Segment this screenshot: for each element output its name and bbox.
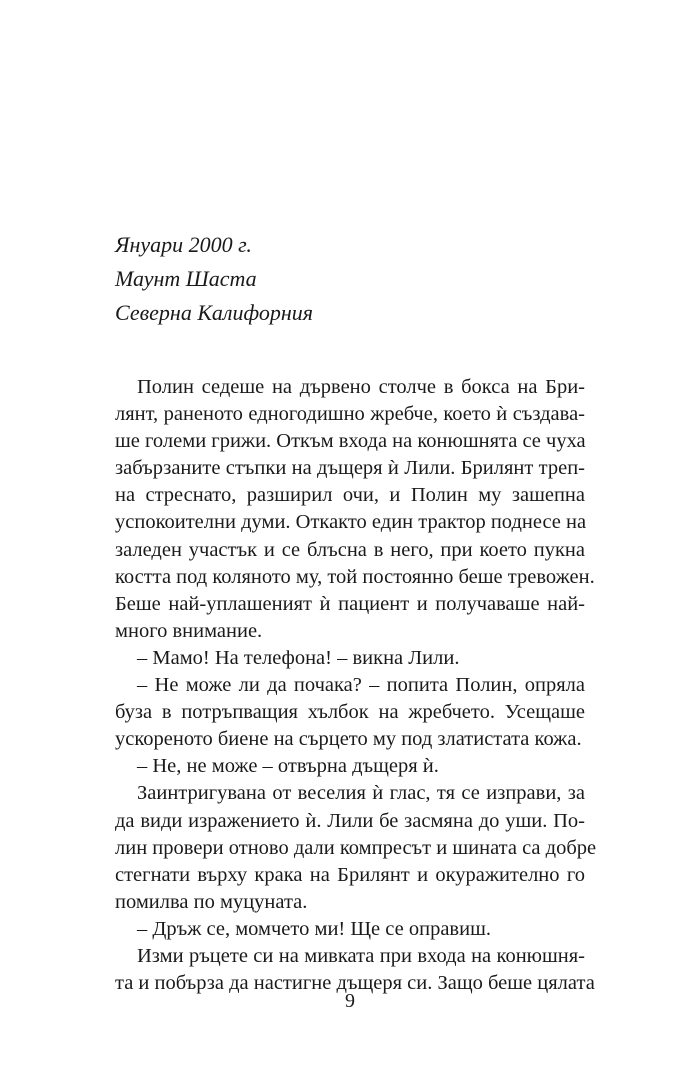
text-line: лянт, раненото едногодишно жребче, което ѝ създава- [115,403,585,426]
text-line: лин провери отново дали компресът и шината са добре [115,836,597,859]
text-line: ускореното биене на сърцето му под златистата кожа. [115,728,582,751]
text-line: много внимание. [115,619,263,642]
header-date: Януари 2000 г. [115,232,252,257]
text-line: да види изражението ѝ. Лили бе засмяна до уши. По- [115,809,585,832]
text-line: – Не може ли да почака? – попита Полин, опряла [137,674,585,697]
text-line: заледен участък и се блъсна в него, при което пукна [115,538,585,561]
text-line: стегнати върху крака на Брилянт и окуражително го [115,863,585,886]
body-text [115,374,597,997]
header-region: Северна Калифорния [115,300,313,325]
text-line: – Дръж се, момчето ми! Ще се оправиш. [137,917,491,940]
text-line: Беше най-уплашеният ѝ пациент и получаваше най- [115,592,585,615]
text-line: – Мамо! На телефона! – викна Лили. [137,646,460,669]
text-line: костта под коляното му, той постоянно беше тревожен. [115,565,595,588]
text-line: Изми ръцете си на мивката при входа на конюшня- [137,944,585,967]
header-place: Маунт Шаста [115,266,257,291]
chapter-header [115,228,595,330]
page-number: 9 [345,990,355,1012]
text-line: Заинтригувана от веселия ѝ глас, тя се изправи, за [137,782,585,805]
text-line: буза в потръпващия хълбок на жребчето. Усещаше [115,701,585,724]
text-line: – Не, не може – отвърна дъщеря ѝ. [137,755,439,778]
text-line: успокоителни думи. Откакто един трактор поднесе на [115,511,587,534]
text-line: ше големи грижи. Откъм входа на конюшнята се чуха [115,430,586,453]
text-line: помилва по муцуната. [115,890,308,913]
text-line: забързаните стъпки на дъщеря ѝ Лили. Брилянт треп- [115,457,585,480]
text-line: та и побърза да настигне дъщеря си. Защо беше цялата [115,972,595,995]
text-line: на стреснато, разширил очи, и Полин му зашепна [115,484,585,507]
text-line: Полин седеше на дървено столче в бокса на Бри- [137,376,585,398]
